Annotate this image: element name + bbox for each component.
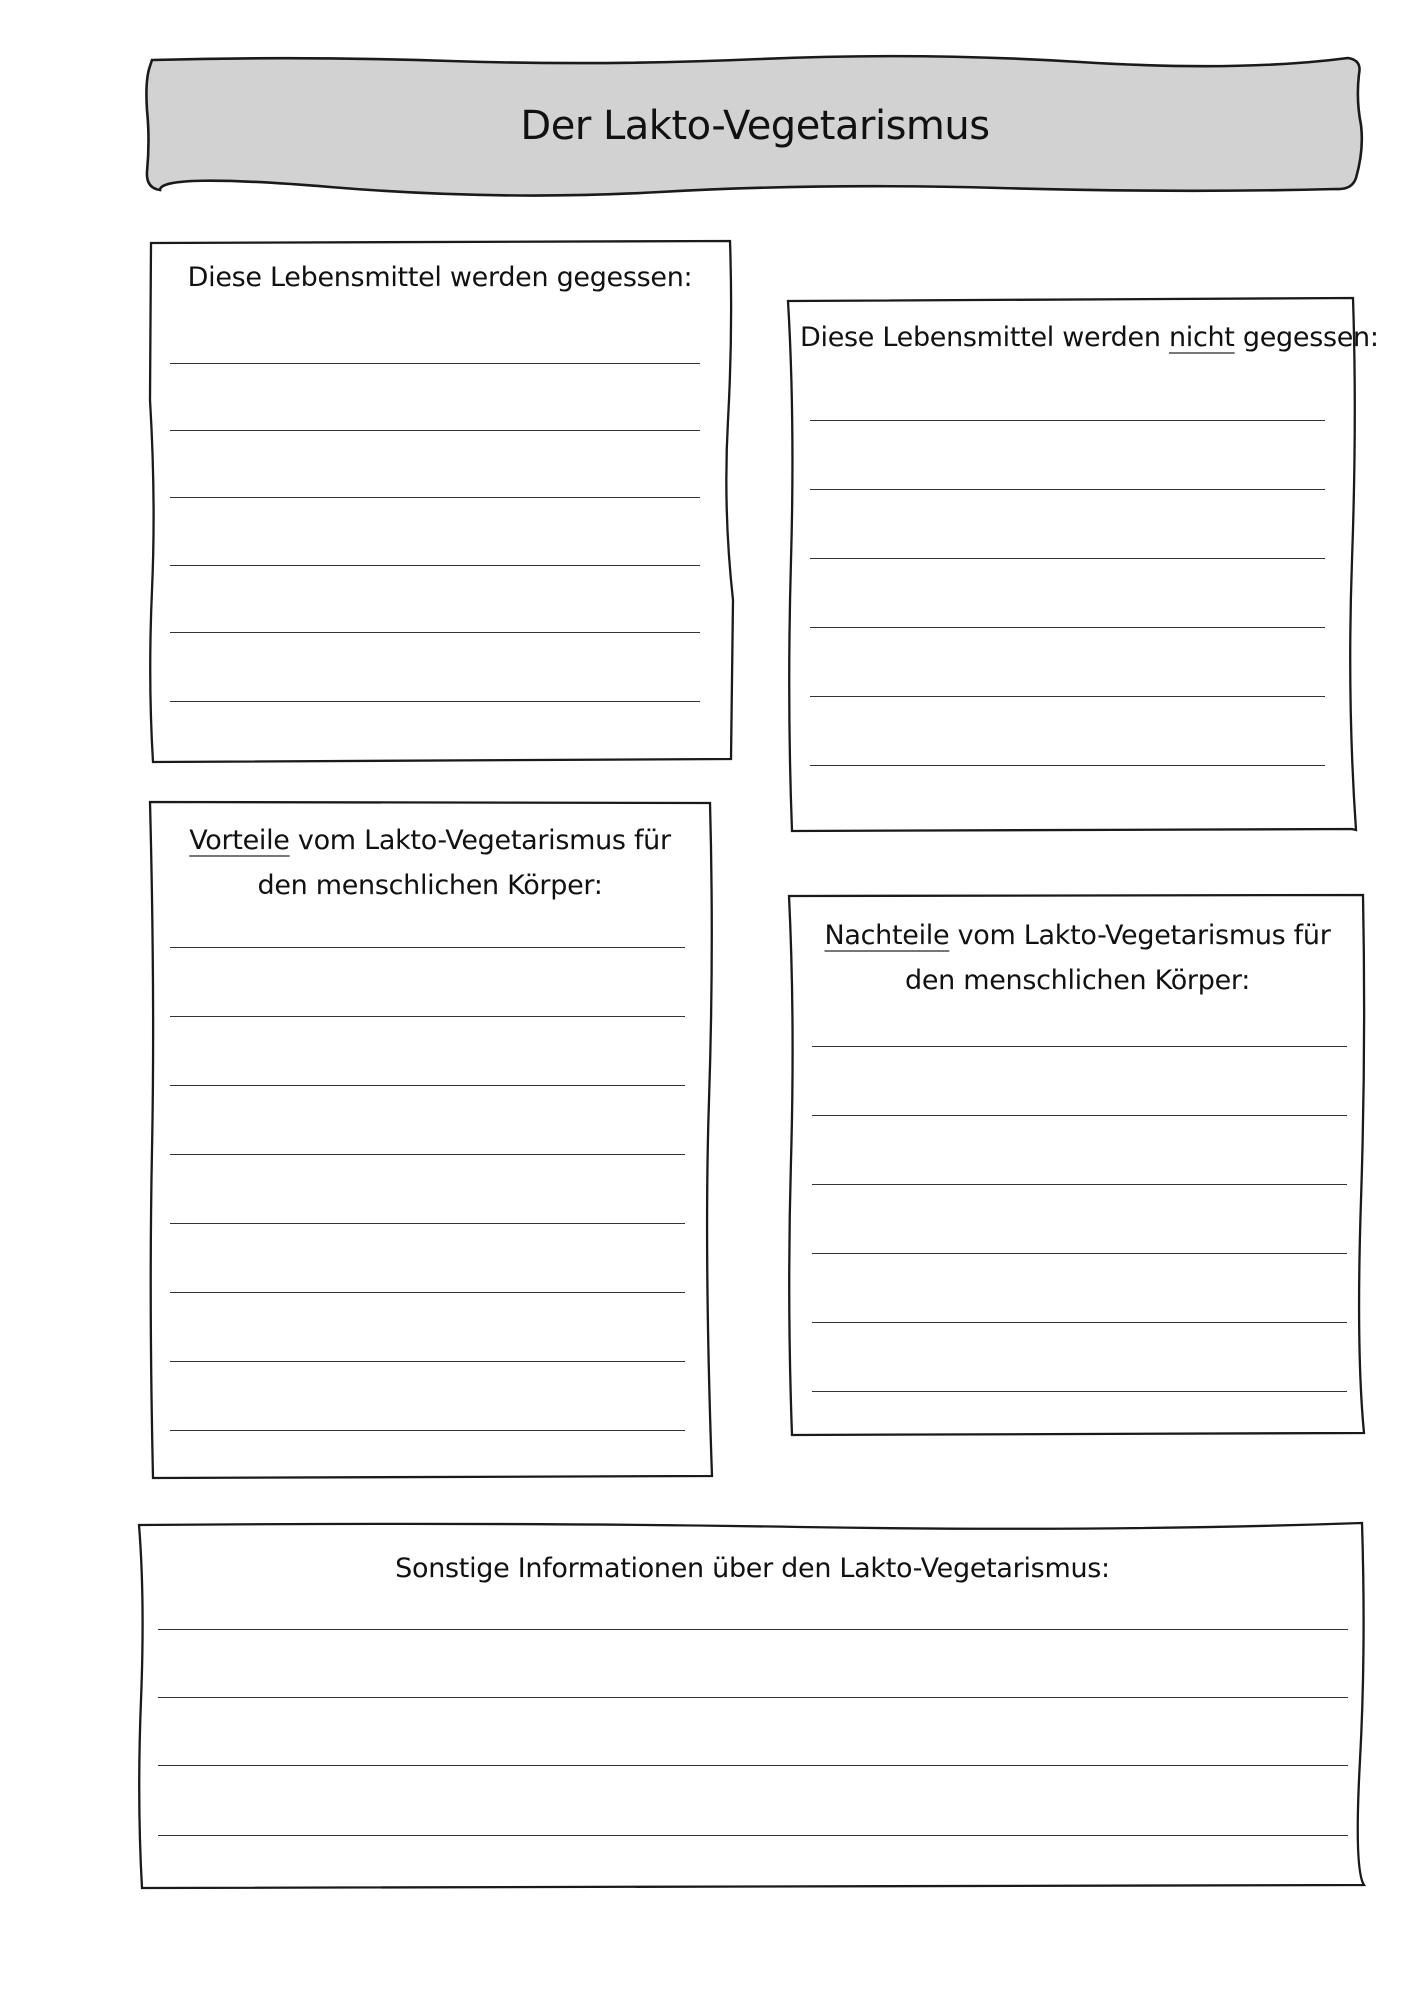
writing-line[interactable] [170,1154,685,1155]
writing-line[interactable] [158,1697,1348,1698]
writing-line[interactable] [170,497,700,498]
writing-line[interactable] [170,1361,685,1362]
writing-line[interactable] [170,430,700,431]
heading-emphasis: Nachteile [824,920,950,951]
box-eaten-frame [150,241,733,762]
heading-part: gegessen: [1242,322,1379,353]
box-advantages-heading-line2: den menschlichen Körper: [257,870,603,901]
writing-line[interactable] [170,1223,685,1224]
page-title: Der Lakto-Vegetarismus [520,103,990,149]
writing-line[interactable] [170,1430,685,1431]
box-eaten-heading: Diese Lebensmittel werden gegessen: [187,262,693,293]
writing-line[interactable] [158,1765,1348,1766]
heading-part: Diese Lebensmittel werden [800,322,1161,353]
writing-line[interactable] [170,1016,685,1017]
writing-line[interactable] [170,1085,685,1086]
box-advantages-heading-line1 [170,818,690,864]
heading-part: vom Lakto-Vegetarismus für [297,825,671,856]
writing-line[interactable] [170,947,685,948]
writing-line[interactable] [170,363,700,364]
writing-line[interactable] [810,696,1325,697]
writing-line[interactable] [810,558,1325,559]
writing-line[interactable] [812,1391,1347,1392]
heading-part: vom Lakto-Vegetarismus für [957,920,1331,951]
box-not-eaten-heading [800,315,1379,361]
writing-line[interactable] [810,489,1325,490]
heading-emphasis: nicht [1168,322,1235,353]
box-disadvantages-heading-line1 [800,913,1355,959]
writing-line[interactable] [812,1322,1347,1323]
writing-line[interactable] [170,632,700,633]
writing-line[interactable] [812,1046,1347,1047]
writing-line[interactable] [170,565,700,566]
writing-line[interactable] [810,765,1325,766]
writing-line[interactable] [810,627,1325,628]
writing-line[interactable] [170,1292,685,1293]
box-not-eaten-frame [788,298,1356,831]
box-disadvantages-heading-line2: den menschlichen Körper: [904,965,1250,996]
writing-line[interactable] [812,1253,1347,1254]
writing-line[interactable] [812,1115,1347,1116]
writing-line[interactable] [158,1629,1348,1630]
box-other-heading: Sonstige Informationen über den Lakto-Vegetarismus: [395,1553,1110,1584]
writing-line[interactable] [170,701,700,702]
writing-line[interactable] [810,420,1325,421]
heading-emphasis: Vorteile [189,825,290,856]
writing-line[interactable] [158,1835,1348,1836]
writing-line[interactable] [812,1184,1347,1185]
